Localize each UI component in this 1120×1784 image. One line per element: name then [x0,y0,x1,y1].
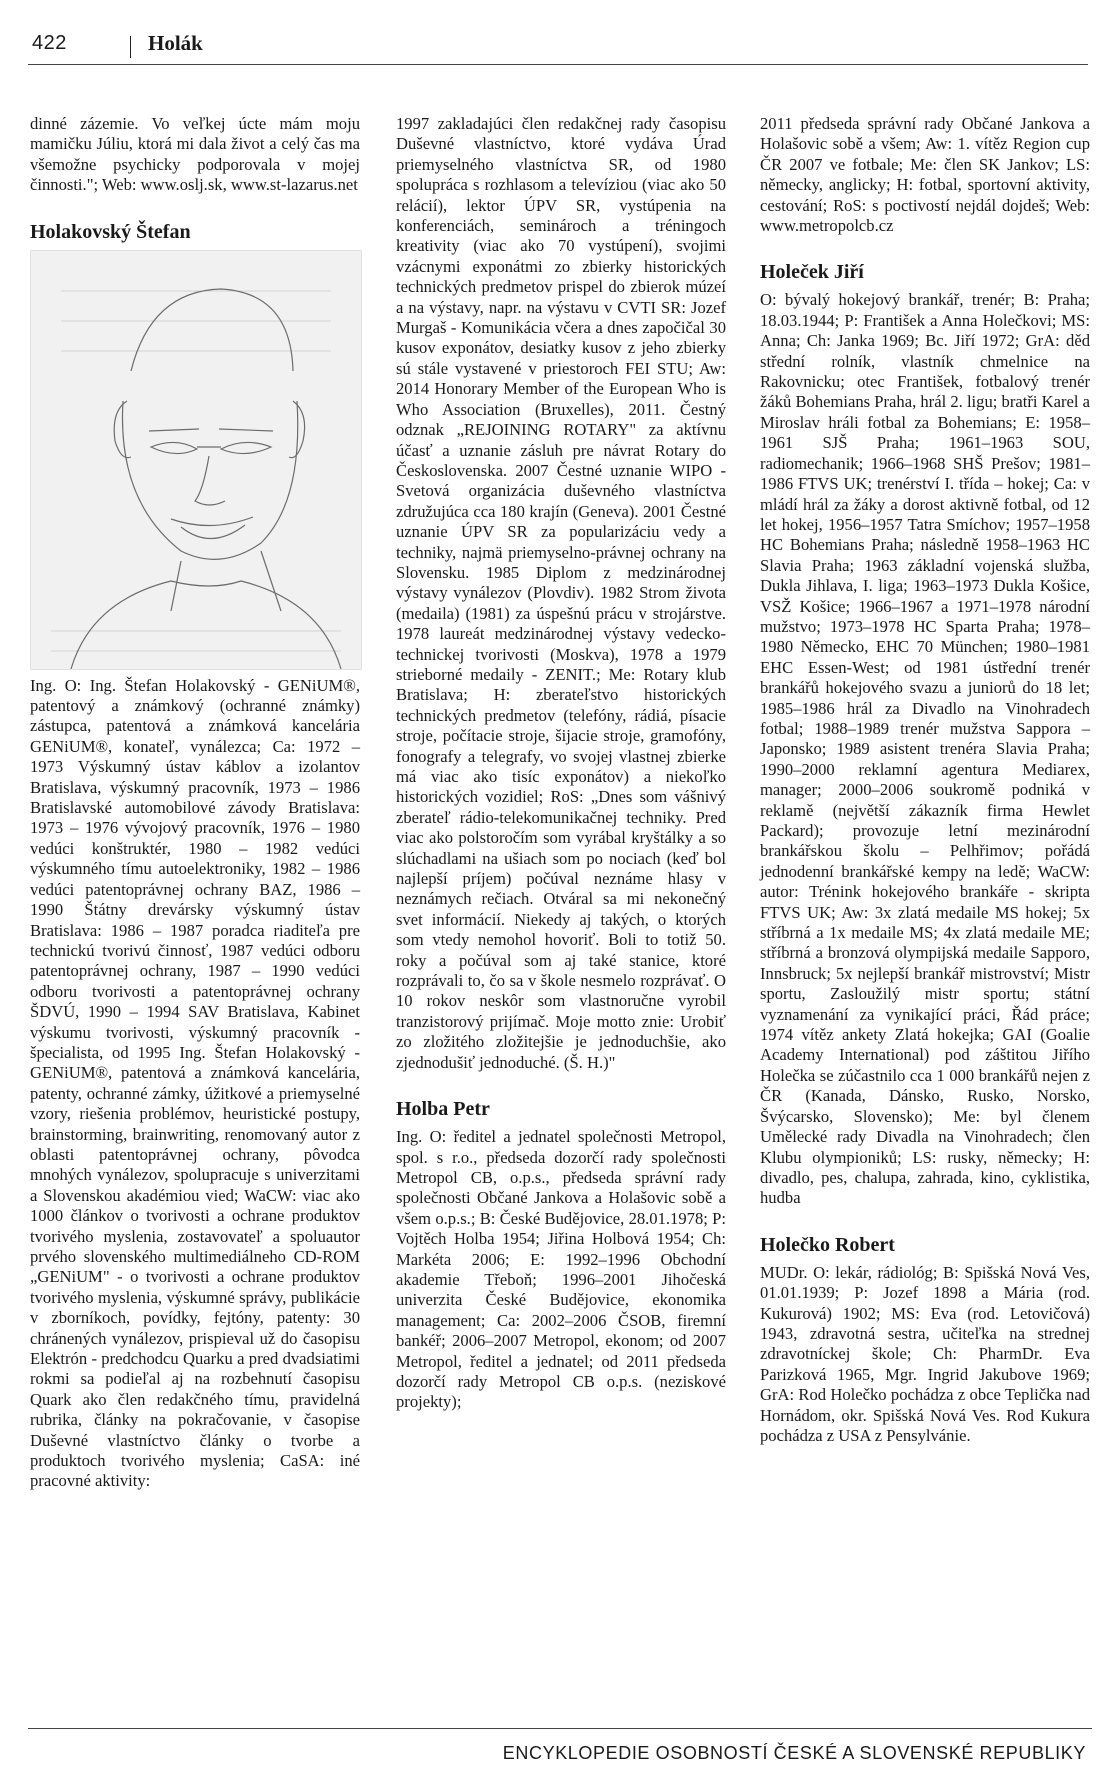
entry-heading-holecek: Holeček Jiří [760,261,864,284]
entry-body-holecek: O: bývalý hokejový brankář, trenér; B: Praha; 18.03.1944; P: František a Anna Holečkovi; MS: Anna; Ch: Janka 1969; Bc. Jiří 1972; GrA: děd střední rolník, vlastník chmelnice na Rakovnicku; otec František, fotbalový trenér žáků Bohemians Praha, hrál 2. ligu; bratři Karel a Miroslav hráli fotbal za Bohemians; E: 1958–1961 SJŠ Praha; 1961–1963 SOU, radiomechanik; 1966–1968 SHŠ Prešov; 1981–1986 FTVS UK; trenérství I. třída – hokej; Ca: v mládí hrál za žáky a dorost aktivně fotbal, od 12 let hokej, 1956–1957 Tatra Smíchov; 1957–1958 HC Bohemians Praha; následně 1958–1963 HC Slavia Praha; 1963 základní vojenská služba, Dukla Jihlava, I. liga; 1963–1973 Dukla Košice, VSŽ Košice; 1966–1967 a 1971–1978 národní mužstvo; 1973–1978 HC Sparta Praha; 1978–1980 Německo, EHC 70 München; 1980–1981 EHC Essen-West; od 1981 ústřední trenér brankářů hokejového svazu a juniorů do 18 let; 1985–1986 hrál za Divadlo na Vinohradech fotbal; 1988–1989 trenér mužstva Sappora – Japonsko; 1989 asistent trenéra Slavia Praha; 1990–2000 reklamní agentura Mediarex, manager; 2000–2006 soukromě podniká v reklamě (největší zákazník firma Hewlet Packard); provozuje letní mezinárodní brankářskou školu – Pelhřimov; pořádá jednodenní brankářské kempy na ledě; WaCW: autor: Trénink hokejového brankáře - skripta FTVS UK; Aw: 3x zlatá medaile MS hokej; 5x stříbrná a 1x medaile MS; 4x zlatá medaile ME; stříbrná a bronzová olympijská medaile Sapporo, Innsbruck; 5x nejlepší brankář mistrovství; Mistr sportu, Zasloužilý mistr sportu; státní vyznamenání za vynikající práci, Řád práce; 1974 vítěz ankety Zlatá hokejka; GAI (Goalie Academy International) pod záštitou Jiřího Holečka se zúčastnilo cca 1 000 brankářů nejen z ČR (Kanada, Dánsko, Rusko, Norsko, Švýcarsko, Slovensko); Me: byl členem Umělecké rady Divadla na Vinohradech; člen Klubu olympioniků; LS: rusky, německy; H: divadlo, pes, chalupa, zahrada, kino, cyklistika, hudba [760,290,1090,1208]
entry-heading-holecko: Holečko Robert [760,1233,895,1256]
portrait-sketch-icon [31,251,361,669]
column-2 [396,114,726,1413]
column-3 [760,114,1090,1446]
entry-continuation-holakovsky: 1997 zakladajúci člen redakčnej rady časopisu Duševné vlastníctvo, ktoré vydáva Úrad priemyselného vlastníctva SR, od 1980 spolupráca s rozhlasom a televíziou (viac ako 50 relácií), lektor ÚPV SR, vystúpenia na konferenciách, seminároch a tréningoch kreativity (viac ako 70 vystúpení), svojimi vzácnymi exponátmi zo zbierky historických technických predmetov prispel do zbierok múzeí a na výstavy, napr. na výstavu v CVTI SR: Jozef Murgaš - Komunikácia včera a dnes započičal 30 kusov exponátov, desiatky kusov z jeho zbierky sú stále vystavené v priestoroch FEI STU; Aw: 2014 Honorary Member of the European Who is Who Association (Bruxelles), 2011. Čestný odznak „REJOINING ROTARY" za aktívnu účasť a uznanie zásluh pre návrat Rotary do Československa. 2007 Čestné uznanie WIPO - Svetová organizácia duševného vlastníctva združujúca cca 180 krajín (Geneva). 2001 Čestné uznanie ÚPV SR za popularizáciu vedy a techniky, najmä priemyselno-právnej ochrany na Slovensku. 1985 Diplom z medzinárodnej výstavy vynálezov (Plovdiv). 1982 Strom života (medaila) (1981) za úspešnú prácu v strojárstve. 1978 laureát medzinárodnej výstavy vedecko-technickej tvorivosti (Moskva), 1978 a 1979 strieborné medaily - ZENIT.; Me: Rotary klub Bratislava; H: zberateľstvo historických technických predmetov (telefóny, rádiá, písacie stroje, počítacie stroje, šijacie stroje, gramofóny, fonografy a telegrafy, vo svojej vlastnej zbierke má viac ako tisíc exponátov) a niekoľko historických vozidiel; RoS: „Dnes som vášnivý zberateľ rádio-telekomunikačnej techniky. Pred viac ako polstoročím som vyrábal kryštálky a so slúchadlami na ušiach som po nociach (keď bol najlepší príjem) počúval neznáme hlasy v neznámych rečiach. Otváral sa mi nekonečný svet informácií. Niekedy aj takých, o ktorých som vtedy nemohol hovoriť. Boli to totiž 50. roky a počúval som aj také stanice, ktoré rozprávali to, čo sa v škole nesmelo rozprávať. O 10 rokov neskôr som vlastnoručne vyrobil tranzistorový prijímač. Moje motto znie: Urobiť zo zložitého zložitejšie je jednoduchšie, ako zjednodušiť jednoduché. (Š. H.)" [396,114,726,1072]
page-number: 422 [32,32,67,54]
footer-title: ENCYKLOPEDIE OSOBNOSTÍ ČESKÉ A SLOVENSKÉ REPUBLIKY [502,1743,1086,1763]
entry-body-holecko: MUDr. O: lekár, rádiológ; B: Spišská Nová Ves, 01.01.1939; P: Jozef 1898 a Mária (rod. Kukurová) 1902; MS: Eva (rod. Letovičová) 1943, zdravotná sestra, učiteľka na strednej zdravotníckej škole; Ch: PharmDr. Eva Parizková 1965, Mgr. Ingrid Jakubove 1969; GrA: Rod Holečko pochádza z obce Teplička nad Hornádom, okr. Spišská Nová Ves. Rod Kukura pochádza z USA z Pensylvánie. [760,1262,1090,1445]
entry-heading-holba: Holba Petr [396,1098,490,1121]
page-header [28,30,1088,65]
entry-body-holba: Ing. O: ředitel a jednatel společnosti Metropol, spol. s r.o., předseda dozorčí rady společnosti Metropol CB, o.p.s., předseda správní rady společnosti Občané Jankova a Holašovic sobě a všem o.p.s.; B: České Budějovice, 28.01.1978; P: Vojtěch Holba 1954; Jiřina Holbová 1954; Ch: Markéta 2006; E: 1992–1996 Obchodní akademie Třeboň; 1996–2001 Jihočeská univerzita České Budějovice, ekonomika management; Ca: 2002–2006 ČSOB, firemní bankéř; 2006–2007 Metropol, ekonom; od 2007 Metropol, ředitel a jednatel; od 2011 předseda dozorčí rady Metropol CB o.p.s. (neziskové projekty); [396,1127,726,1412]
entry-heading-holakovsky: Holakovský Štefan [30,220,191,243]
page-footer [28,1728,1092,1763]
entry-body-holakovsky: Ing. O: Ing. Štefan Holakovský - GENiUM®, patentový a známkový (ochranné známky) zástupca, patentová a známková kancelária GENiUM®, konateľ, vynálezca; Ca: 1972 – 1973 Výskumný ústav káblov a izolantov Bratislava, výskumný pracovník, 1973 – 1986 Bratislavské automobilové závody Bratislava: 1973 – 1976 vývojový pracovník, 1976 – 1980 vedúci konštruktér, 1980 – 1982 vedúci výskumného tímu autoelektroniky, 1982 – 1986 vedúci patentoprávnej ochrany BAZ, 1986 – 1990 Štátny drevársky výskumný ústav Bratislava: 1986 – 1987 poradca riaditeľa pre technickú tvorivú činnosť, 1987 vedúci odboru patentoprávnej ochrany, 1987 – 1990 vedúci odboru tvorivosti a patentoprávnej ochrany ŠDVÚ, 1990 – 1994 SAV Bratislava, Kabinet výskumu tvorivosti, výskumný pracovník - špecialista, od 1995 Ing. Štefan Holakovský - GENiUM®, patentová a známková kancelária, patenty, ochranné zámky, úžitkové a priemyselné vzory, riešenia problémov, heuristické postupy, brainstorming, brainwriting, renomovaný autor z oblasti patentoprávnej ochrany, pôvodca mnohých vynálezov, spolupracuje s univerzitami a Slovenskou akadémiou vied; WaCW: viac ako 1000 článkov o tvorivosti a ochrane produktov tvorivého myslenia, zostavovateľ a spoluautor prvého slovenského multimediálneho CD-ROM „GENiUM" - o tvorivosti a ochrane produktov tvorivého myslenia, výskumné správy, publikácie v zborníkoch, povídky, fejtóny, patenty: 30 chránených vynálezov, prispieval už do časopisu Elektrón - predchodcu Quarku a pred dvadsiatimi rokmi sa podieľal aj na rozbehnutí časopisu Quark ako člen redakčného tímu, pravidelná rubrika, články na pokračovanie, v časopise Duševné vlastníctvo články o tvorbe a produktoch tvorivého myslenia; CaSA: iné pracovné aktivity: [30,675,360,1491]
header-divider [130,36,131,58]
entry-continuation-holba: 2011 předseda správní rady Občané Jankova a Holašovic sobě a všem; Aw: 1. vítěz Region cup ČR 2007 ve fotbale; Me: člen SK Jankov; LS: německy, anglicky; H: fotbal, sportovní aktivity, cestování; RoS: s poctivostí nejdál dojdeš; Web: www.metropolcb.cz [760,114,1090,236]
running-head: Holák [148,31,203,55]
column-1 [30,114,360,1492]
entry-continuation: dinné zázemie. Vo veľkej úcte mám moju mamičku Júliu, ktorá mi dala život a celý čas ma všemožne psychicky podporovala v mojej činnosti."; Web: www.oslj.sk, www.st-lazarus.net [30,114,360,195]
portrait-image [30,250,362,670]
